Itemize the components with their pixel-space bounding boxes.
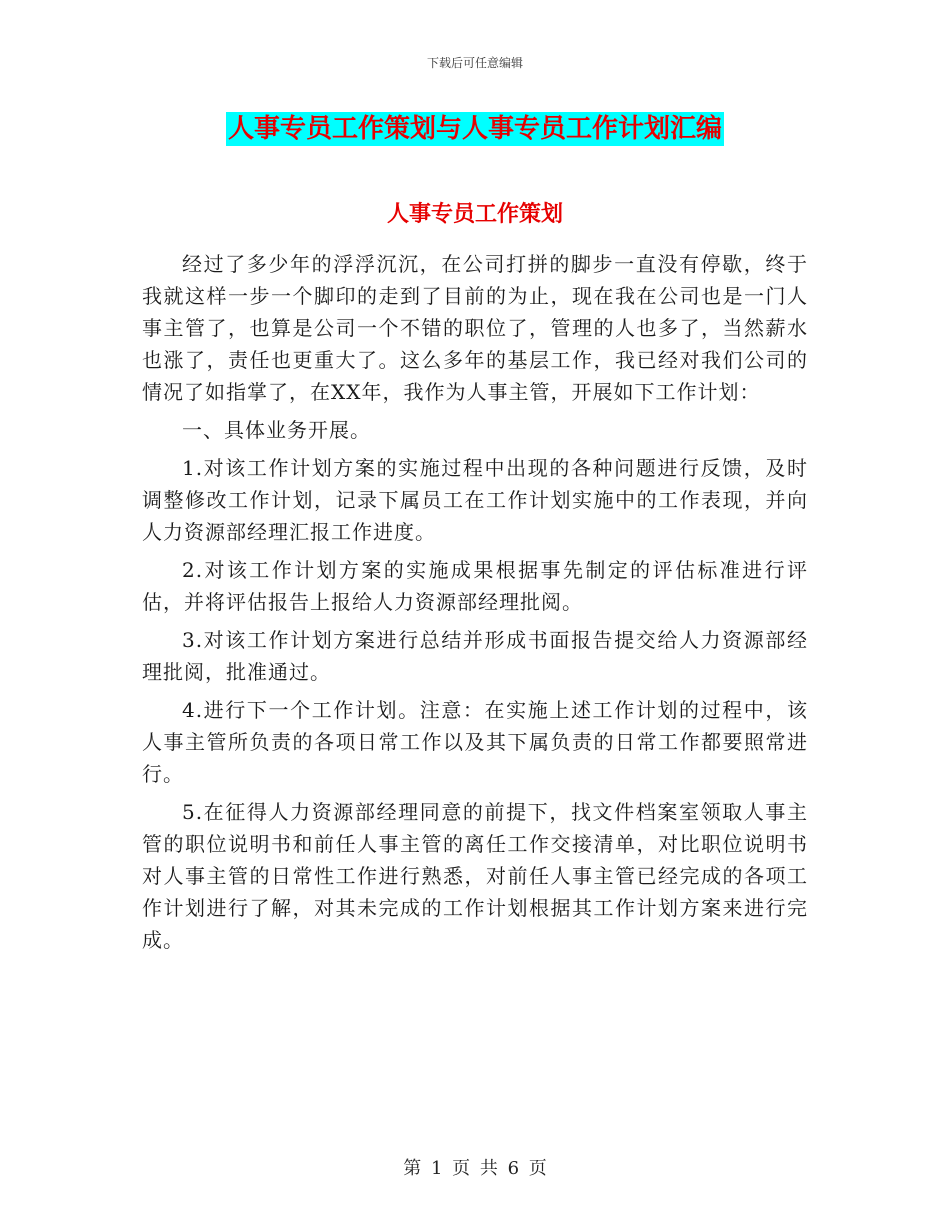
paragraph-intro: 经过了多少年的浮浮沉沉，在公司打拼的脚步一直没有停歇，终于我就这样一步一个脚印的走到了目前的为止，现在我在公司也是一门人事主管了，也算是公司一个不错的职位了，管理的人也多了，当然薪水也涨了，责任也更重大了。这么多年的基层工作，我已经对我们公司的情况了如指掌了，在XX年，我作为人事主管，开展如下工作计划： (142, 252, 808, 404)
section-title: 人事专员工作策划 (386, 202, 563, 227)
header-note: 下载后可任意编辑 (426, 56, 523, 70)
page-indicator: 第 1 页 共 6 页 (403, 1158, 547, 1179)
paragraph-item-3: 3.对该工作计划方案进行总结并形成书面报告提交给人力资源部经理批阅，批准通过。 (142, 628, 808, 684)
paragraph-item-1: 1.对该工作计划方案的实施过程中出现的各种问题进行反馈，及时调整修改工作计划，记录下属员工在工作计划实施中的工作表现，并向人力资源部经理汇报工作进度。 (142, 456, 808, 544)
main-title: 人事专员工作策划与人事专员工作计划汇编 (227, 114, 722, 144)
paragraph-item-2: 2.对该工作计划方案的实施成果根据事先制定的评估标准进行评估，并将评估报告上报给人力资源部经理批阅。 (142, 558, 808, 614)
paragraph-item-5: 5.在征得人力资源部经理同意的前提下，找文件档案室领取人事主管的职位说明书和前任人事主管的离任工作交接清单，对比职位说明书对人事主管的日常性工作进行熟悉，对前任人事主管已经完成的各项工作计划进行了解，对其未完成的工作计划根据其工作计划方案来进行完成。 (142, 800, 808, 952)
document-body (142, 248, 808, 956)
paragraph-heading: 一、具体业务开展。 (182, 418, 371, 442)
main-title-container (0, 112, 950, 146)
paragraph-item-4: 4.进行下一个工作计划。注意：在实施上述工作计划的过程中，该人事主管所负责的各项日常工作以及其下属负责的日常工作都要照常进行。 (142, 698, 808, 786)
